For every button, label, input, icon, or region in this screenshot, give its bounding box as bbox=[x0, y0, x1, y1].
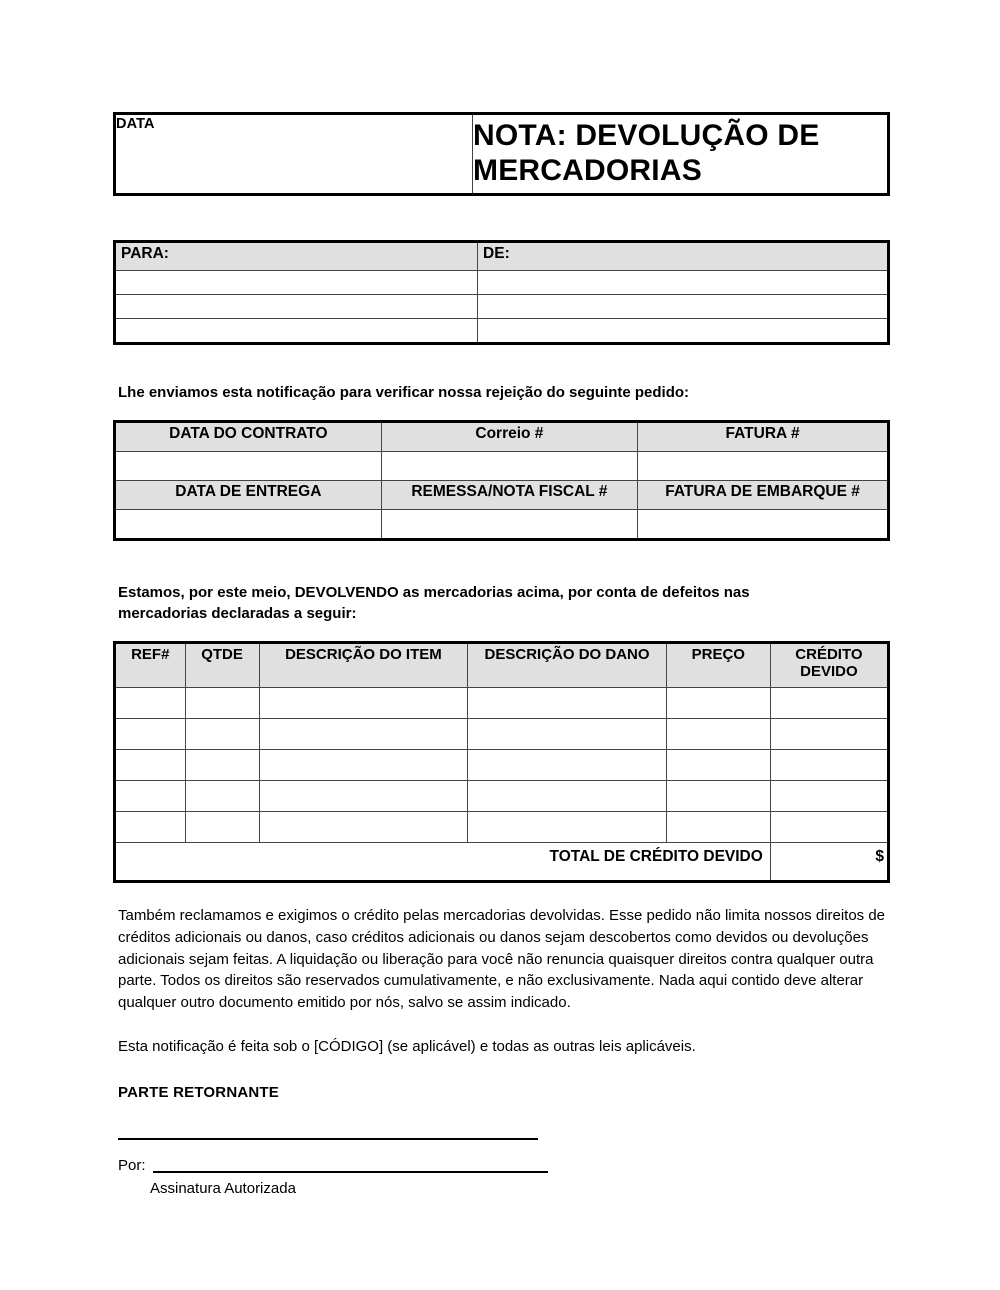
to-field-2[interactable] bbox=[115, 295, 478, 319]
shipment-note-header: REMESSA/NOTA FISCAL # bbox=[381, 481, 637, 510]
to-field-3[interactable] bbox=[115, 319, 478, 344]
table-row bbox=[115, 687, 889, 718]
cell-credit-due[interactable] bbox=[770, 780, 888, 811]
shipping-invoice-field[interactable] bbox=[638, 510, 889, 540]
parties-table bbox=[113, 240, 890, 345]
total-credit-label: TOTAL DE CRÉDITO DEVIDO bbox=[115, 842, 771, 881]
cell-credit-due[interactable] bbox=[770, 687, 888, 718]
mail-number-field[interactable] bbox=[381, 452, 637, 481]
cell-item-description[interactable] bbox=[259, 687, 468, 718]
column-header-damage-description: DESCRIÇÃO DO DANO bbox=[468, 642, 667, 687]
table-row bbox=[115, 481, 889, 510]
cell-price[interactable] bbox=[666, 811, 770, 842]
body-paragraph: Também reclamamos e exigimos o crédito pelas mercadorias devolvidas. Esse pedido não limita nossos direitos de créditos adicionais ou danos, caso créditos adicionais ou danos sejam descobertos como devidos ou devoluções adicionais sejam feitas. A liquidação ou liberação para você não renuncia quaisquer direitos contra qualquer outra parte. Todos os direitos são reservados cumulativamente, e não exclusivamente. Nada aqui contido deve alterar qualquer outro documento emitido por nós, salvo se assim indicado. bbox=[118, 906, 886, 1012]
column-header-item-description: DESCRIÇÃO DO ITEM bbox=[259, 642, 468, 687]
cell-price[interactable] bbox=[666, 687, 770, 718]
shipment-note-field[interactable] bbox=[381, 510, 637, 540]
table-row bbox=[115, 242, 889, 271]
page-title: NOTA: DEVOLUÇÃO DE MERCADORIAS bbox=[473, 119, 820, 187]
signature-by-label: Por: bbox=[118, 1157, 146, 1175]
table-row bbox=[115, 718, 889, 749]
signature-rule[interactable] bbox=[153, 1171, 548, 1173]
items-intro-text: Estamos, por este meio, DEVOLVENDO as mercadorias acima, por conta de defeitos nas mercadorias declaradas a seguir: bbox=[118, 584, 750, 622]
invoice-number-header: FATURA # bbox=[638, 422, 889, 452]
cell-ref[interactable] bbox=[115, 718, 186, 749]
cell-credit-due[interactable] bbox=[770, 718, 888, 749]
cell-item-description[interactable] bbox=[259, 780, 468, 811]
cell-item-description[interactable] bbox=[259, 718, 468, 749]
to-header: PARA: bbox=[115, 242, 478, 271]
from-field-1[interactable] bbox=[478, 271, 889, 295]
table-row bbox=[115, 510, 889, 540]
table-row bbox=[115, 749, 889, 780]
cell-price[interactable] bbox=[666, 718, 770, 749]
column-header-price: PREÇO bbox=[666, 642, 770, 687]
from-field-3[interactable] bbox=[478, 319, 889, 344]
table-row-total bbox=[115, 842, 889, 881]
title-block-table bbox=[113, 112, 890, 196]
cell-damage-description[interactable] bbox=[468, 780, 667, 811]
from-header: DE: bbox=[478, 242, 889, 271]
document-title-cell bbox=[473, 114, 889, 195]
cell-price[interactable] bbox=[666, 749, 770, 780]
invoice-number-field[interactable] bbox=[638, 452, 889, 481]
cell-qty[interactable] bbox=[185, 780, 259, 811]
contract-date-header: DATA DO CONTRATO bbox=[115, 422, 382, 452]
from-field-2[interactable] bbox=[478, 295, 889, 319]
table-row bbox=[115, 319, 889, 344]
cell-ref[interactable] bbox=[115, 749, 186, 780]
table-row bbox=[115, 780, 889, 811]
cell-qty[interactable] bbox=[185, 687, 259, 718]
table-row bbox=[115, 114, 889, 195]
cell-price[interactable] bbox=[666, 780, 770, 811]
column-header-qty: QTDE bbox=[185, 642, 259, 687]
cell-qty[interactable] bbox=[185, 749, 259, 780]
cell-damage-description[interactable] bbox=[468, 718, 667, 749]
table-row bbox=[115, 642, 889, 687]
cell-damage-description[interactable] bbox=[468, 811, 667, 842]
shipping-invoice-header: FATURA DE EMBARQUE # bbox=[638, 481, 889, 510]
column-header-ref: REF# bbox=[115, 642, 186, 687]
signature-caption: Assinatura Autorizada bbox=[150, 1180, 296, 1198]
cell-damage-description[interactable] bbox=[468, 687, 667, 718]
cell-qty[interactable] bbox=[185, 811, 259, 842]
table-row bbox=[115, 452, 889, 481]
cell-credit-due[interactable] bbox=[770, 749, 888, 780]
date-cell[interactable] bbox=[115, 114, 473, 195]
returned-items-table bbox=[113, 641, 890, 883]
total-credit-value[interactable]: $ bbox=[770, 842, 888, 881]
cell-damage-description[interactable] bbox=[468, 749, 667, 780]
cell-ref[interactable] bbox=[115, 780, 186, 811]
returning-party-heading: PARTE RETORNANTE bbox=[118, 1084, 279, 1102]
cell-qty[interactable] bbox=[185, 718, 259, 749]
cell-ref[interactable] bbox=[115, 687, 186, 718]
contract-date-field[interactable] bbox=[115, 452, 382, 481]
table-row bbox=[115, 295, 889, 319]
delivery-date-header: DATA DE ENTREGA bbox=[115, 481, 382, 510]
column-header-credit-due: CRÉDITO DEVIDO bbox=[770, 642, 888, 687]
mail-number-header: Correio # bbox=[381, 422, 637, 452]
cell-item-description[interactable] bbox=[259, 811, 468, 842]
cell-item-description[interactable] bbox=[259, 749, 468, 780]
intro-text: Lhe enviamos esta notificação para verificar nossa rejeição do seguinte pedido: bbox=[118, 384, 690, 401]
table-row bbox=[115, 811, 889, 842]
signature-by-row bbox=[118, 1158, 890, 1175]
table-row bbox=[115, 271, 889, 295]
cell-ref[interactable] bbox=[115, 811, 186, 842]
party-name-rule[interactable] bbox=[118, 1138, 538, 1140]
date-label: DATA bbox=[116, 116, 155, 132]
delivery-date-field[interactable] bbox=[115, 510, 382, 540]
table-row bbox=[115, 422, 889, 452]
contract-reference-table bbox=[113, 420, 890, 541]
to-field-1[interactable] bbox=[115, 271, 478, 295]
legal-notice: Esta notificação é feita sob o [CÓDIGO] (se aplicável) e todas as outras leis aplicáveis. bbox=[118, 1038, 696, 1056]
cell-credit-due[interactable] bbox=[770, 811, 888, 842]
